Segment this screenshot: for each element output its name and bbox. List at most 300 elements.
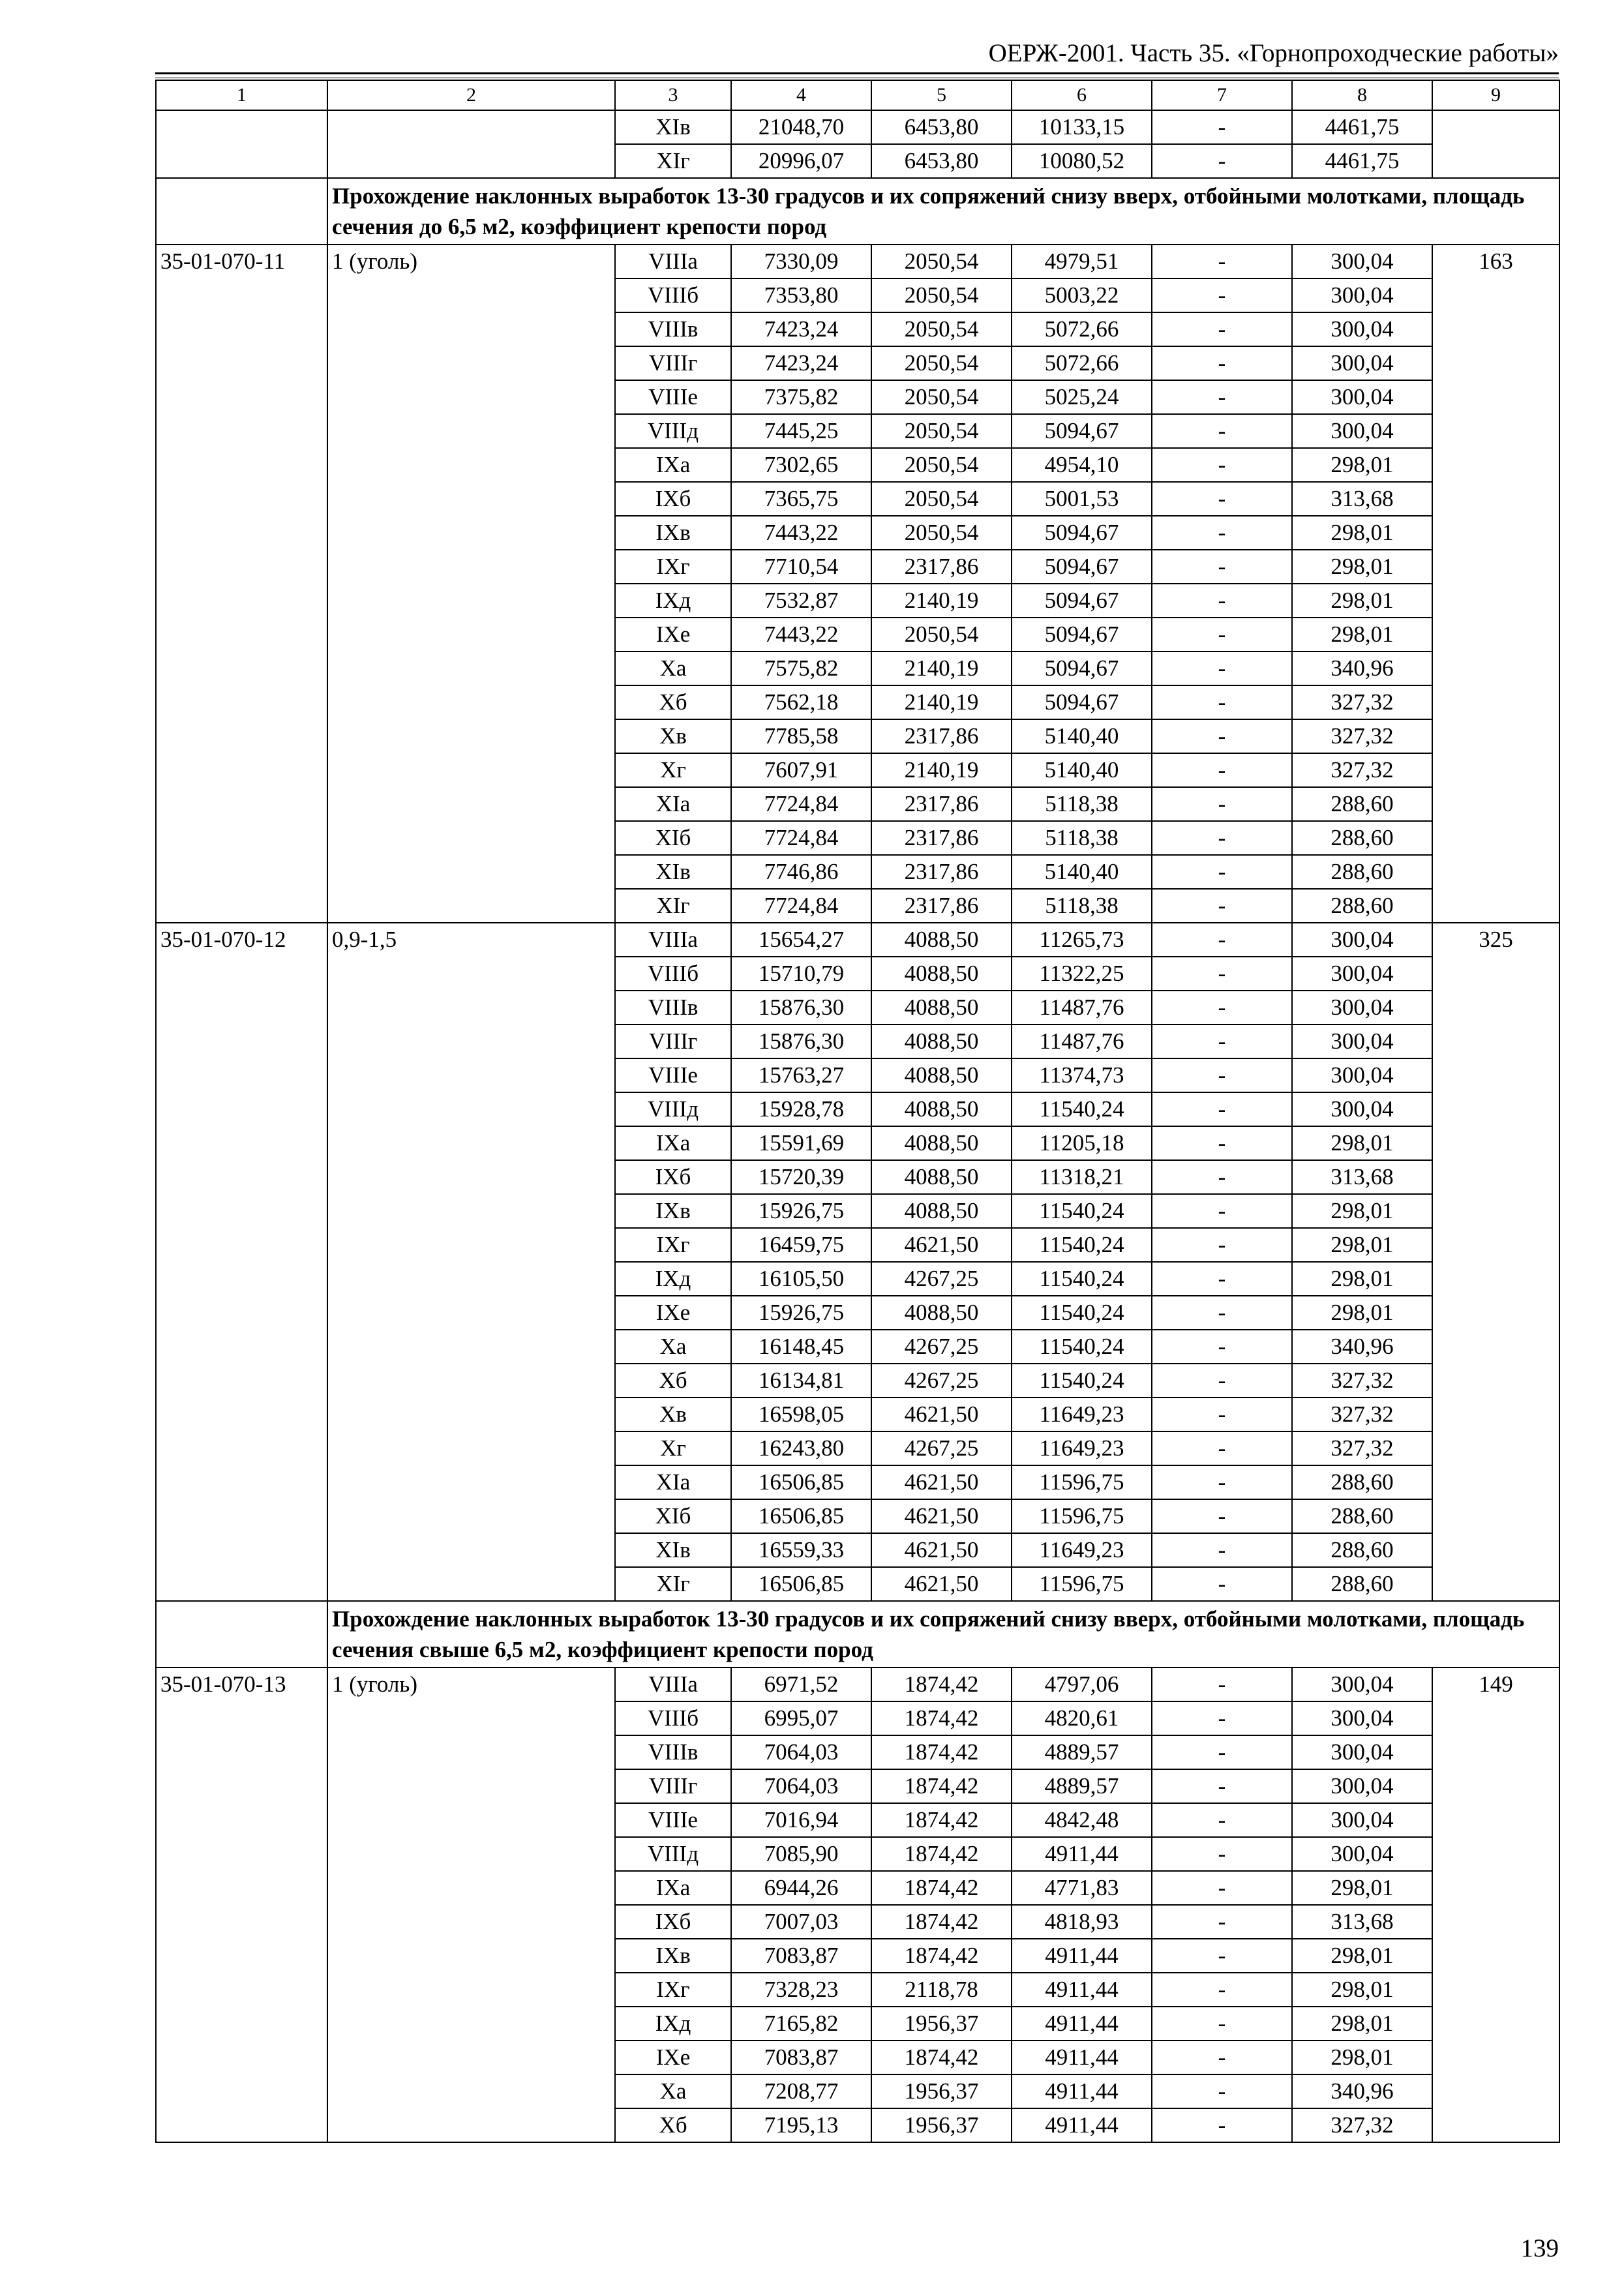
table-cell-col-5: 1874,42 bbox=[871, 1939, 1012, 1973]
rates-table bbox=[155, 80, 1560, 2143]
table-cell-col-4: 16506,85 bbox=[731, 1499, 871, 1533]
table-cell-col-4: 15926,75 bbox=[731, 1194, 871, 1228]
table-cell-col-7: - bbox=[1152, 1499, 1292, 1533]
table-cell-col-5: 2050,54 bbox=[871, 516, 1012, 550]
table-cell-col-4: 7302,65 bbox=[731, 448, 871, 482]
table-cell-col-2 bbox=[327, 110, 615, 178]
table-cell-col-5: 2317,86 bbox=[871, 550, 1012, 584]
table-cell-col-5: 2317,86 bbox=[871, 889, 1012, 923]
table-cell-col-7: - bbox=[1152, 1296, 1292, 1330]
table-cell-col-6: 5072,66 bbox=[1012, 312, 1152, 346]
column-header: 5 bbox=[871, 80, 1012, 110]
table-cell-col-5: 2050,54 bbox=[871, 380, 1012, 414]
table-cell-col-6: 4797,06 bbox=[1012, 1668, 1152, 1701]
table-cell-col-4: 7532,87 bbox=[731, 584, 871, 618]
table-cell-col-8: 298,01 bbox=[1292, 1871, 1432, 1905]
table-cell-col-3: Xг bbox=[615, 1431, 731, 1465]
table-cell-col-6: 11487,76 bbox=[1012, 1025, 1152, 1058]
table-cell-col-7: - bbox=[1152, 1567, 1292, 1601]
table-cell-col-6: 4911,44 bbox=[1012, 1973, 1152, 2007]
table-cell-col-6: 5072,66 bbox=[1012, 346, 1152, 380]
table-row bbox=[156, 245, 1559, 278]
table-cell-col-8: 300,04 bbox=[1292, 1769, 1432, 1803]
table-cell-col-4: 16598,05 bbox=[731, 1398, 871, 1431]
table-cell-col-4: 7375,82 bbox=[731, 380, 871, 414]
table-cell-col-8: 300,04 bbox=[1292, 991, 1432, 1025]
table-cell-col-4: 16243,80 bbox=[731, 1431, 871, 1465]
table-cell-col-4: 15763,27 bbox=[731, 1058, 871, 1092]
table-cell-col-3: Xб bbox=[615, 2108, 731, 2142]
section-heading-row bbox=[156, 178, 1559, 245]
table-cell-col-3: IXе bbox=[615, 618, 731, 651]
table-row bbox=[156, 923, 1559, 957]
table-cell-col-7: - bbox=[1152, 584, 1292, 618]
table-cell-col-8: 327,32 bbox=[1292, 685, 1432, 719]
table-cell-col-3: VIIIа bbox=[615, 1668, 731, 1701]
table-cell-col-6: 4889,57 bbox=[1012, 1735, 1152, 1769]
table-cell-col-5: 1874,42 bbox=[871, 1871, 1012, 1905]
table-cell-col-7: - bbox=[1152, 1330, 1292, 1364]
table-cell-col-8: 288,60 bbox=[1292, 1465, 1432, 1499]
table-cell-col-7: - bbox=[1152, 1126, 1292, 1160]
table-cell-col-7: - bbox=[1152, 1398, 1292, 1431]
table-cell-col-5: 2050,54 bbox=[871, 618, 1012, 651]
table-cell-col-4: 7195,13 bbox=[731, 2108, 871, 2142]
section-heading: Прохождение наклонных выработок 13-30 градусов и их сопряжений снизу вверх, отбойными молотками, площадь сечения до 6,5 м2, коэффициент крепости пород bbox=[327, 178, 1559, 245]
table-cell-col-3: IXе bbox=[615, 2041, 731, 2074]
table-cell-col-3: Xг bbox=[615, 753, 731, 787]
table-cell-col-7: - bbox=[1152, 991, 1292, 1025]
table-cell-col-4: 7165,82 bbox=[731, 2007, 871, 2041]
table-cell-col-4: 15876,30 bbox=[731, 1025, 871, 1058]
table-cell-col-8: 300,04 bbox=[1292, 1025, 1432, 1058]
table-cell-col-7: - bbox=[1152, 1228, 1292, 1262]
table-cell-col-3: XIв bbox=[615, 855, 731, 889]
table-cell-col-7: - bbox=[1152, 1803, 1292, 1837]
table-cell-col-4: 21048,70 bbox=[731, 110, 871, 144]
table-cell-col-3: Xа bbox=[615, 1330, 731, 1364]
column-header: 6 bbox=[1012, 80, 1152, 110]
table-cell-col-9 bbox=[1432, 110, 1559, 178]
table-cell-col-3: IXб bbox=[615, 482, 731, 516]
table-cell-col-7: - bbox=[1152, 1668, 1292, 1701]
table-cell-col-8: 300,04 bbox=[1292, 380, 1432, 414]
table-cell-col-8: 298,01 bbox=[1292, 1973, 1432, 2007]
table-cell-col-7: - bbox=[1152, 1973, 1292, 2007]
table-cell-col-7: - bbox=[1152, 1701, 1292, 1735]
table-cell-col-7: - bbox=[1152, 550, 1292, 584]
table-cell-col-4: 7710,54 bbox=[731, 550, 871, 584]
table-cell-col-6: 4842,48 bbox=[1012, 1803, 1152, 1837]
table-cell-col-3: XIв bbox=[615, 110, 731, 144]
table-cell-col-4: 7562,18 bbox=[731, 685, 871, 719]
table-cell-col-8: 340,96 bbox=[1292, 651, 1432, 685]
table-cell-col-8: 300,04 bbox=[1292, 1058, 1432, 1092]
table-cell-col-3: Xв bbox=[615, 1398, 731, 1431]
table-cell-col-4: 15928,78 bbox=[731, 1092, 871, 1126]
column-header: 9 bbox=[1432, 80, 1559, 110]
table-cell-col-5: 1874,42 bbox=[871, 1735, 1012, 1769]
table-cell-col-8: 288,60 bbox=[1292, 821, 1432, 855]
table-cell-col-5: 4088,50 bbox=[871, 957, 1012, 991]
table-cell-col-4: 16134,81 bbox=[731, 1364, 871, 1398]
table-cell-col-2: 1 (уголь) bbox=[327, 1668, 615, 2142]
table-cell-col-6: 5094,67 bbox=[1012, 685, 1152, 719]
table-cell-col-3: Xб bbox=[615, 685, 731, 719]
table-cell-col-8: 327,32 bbox=[1292, 719, 1432, 753]
table-cell-col-6: 4979,51 bbox=[1012, 245, 1152, 278]
table-cell-col-8: 298,01 bbox=[1292, 448, 1432, 482]
table-cell-col-6: 11596,75 bbox=[1012, 1567, 1152, 1601]
table-cell-col-5: 2317,86 bbox=[871, 787, 1012, 821]
table-cell-col-8: 298,01 bbox=[1292, 1126, 1432, 1160]
table-cell-col-3: IXв bbox=[615, 1939, 731, 1973]
table-cell-col-4: 16506,85 bbox=[731, 1465, 871, 1499]
table-cell-col-5: 4621,50 bbox=[871, 1398, 1012, 1431]
table-cell-col-3: XIг bbox=[615, 889, 731, 923]
table-cell-col-6: 11596,75 bbox=[1012, 1499, 1152, 1533]
table-cell-col-4: 7724,84 bbox=[731, 889, 871, 923]
table-cell-col-8: 288,60 bbox=[1292, 889, 1432, 923]
table-cell-col-4: 7064,03 bbox=[731, 1735, 871, 1769]
table-cell-col-5: 4088,50 bbox=[871, 1194, 1012, 1228]
table-cell-col-3: Xа bbox=[615, 2074, 731, 2108]
table-cell-col-6: 11540,24 bbox=[1012, 1194, 1152, 1228]
table-cell-col-5: 2050,54 bbox=[871, 414, 1012, 448]
page-header: ОЕРЖ-2001. Часть 35. «Горнопроходческие работы» bbox=[988, 39, 1559, 67]
table-cell-col-8: 300,04 bbox=[1292, 1803, 1432, 1837]
table-cell-col-8: 298,01 bbox=[1292, 550, 1432, 584]
table-cell-col-5: 4267,25 bbox=[871, 1330, 1012, 1364]
table-cell-col-4: 7330,09 bbox=[731, 245, 871, 278]
table-cell-col-3: IXа bbox=[615, 1871, 731, 1905]
table-cell-col-5: 4088,50 bbox=[871, 991, 1012, 1025]
table-cell-col-7: - bbox=[1152, 719, 1292, 753]
table-cell-col-7: - bbox=[1152, 380, 1292, 414]
table-cell-col-5: 2317,86 bbox=[871, 821, 1012, 855]
table-cell-col-3: VIIIа bbox=[615, 245, 731, 278]
table-cell-col-4: 7746,86 bbox=[731, 855, 871, 889]
table-cell-col-1: 35-01-070-11 bbox=[156, 245, 327, 923]
table-cell-col-8: 298,01 bbox=[1292, 584, 1432, 618]
table-cell-col-5: 1874,42 bbox=[871, 1803, 1012, 1837]
table-cell-col-5: 4267,25 bbox=[871, 1364, 1012, 1398]
table-cell-col-5: 4267,25 bbox=[871, 1262, 1012, 1296]
table-cell-col-4: 7083,87 bbox=[731, 2041, 871, 2074]
table-row bbox=[156, 110, 1559, 144]
table-cell-col-6: 5094,67 bbox=[1012, 550, 1152, 584]
table-cell-col-6: 11540,24 bbox=[1012, 1228, 1152, 1262]
table-cell-col-6: 5140,40 bbox=[1012, 753, 1152, 787]
table-cell-col-5: 2050,54 bbox=[871, 482, 1012, 516]
table-cell-col-3: IXа bbox=[615, 448, 731, 482]
table-cell-col-4: 16105,50 bbox=[731, 1262, 871, 1296]
table-cell-col-8: 300,04 bbox=[1292, 346, 1432, 380]
table-cell-col-5: 1956,37 bbox=[871, 2108, 1012, 2142]
table-cell-col-8: 298,01 bbox=[1292, 1194, 1432, 1228]
table-cell-col-6: 4911,44 bbox=[1012, 1837, 1152, 1871]
table-cell-col-6: 11540,24 bbox=[1012, 1092, 1152, 1126]
table-cell-col-6: 4911,44 bbox=[1012, 2108, 1152, 2142]
table-cell-col-6: 11322,25 bbox=[1012, 957, 1152, 991]
table-cell-col-6: 11649,23 bbox=[1012, 1431, 1152, 1465]
table-body bbox=[156, 80, 1559, 2142]
table-cell-col-8: 298,01 bbox=[1292, 516, 1432, 550]
table-cell-col-4: 7443,22 bbox=[731, 516, 871, 550]
table-cell-col-6: 5094,67 bbox=[1012, 651, 1152, 685]
table-cell-col-4: 15876,30 bbox=[731, 991, 871, 1025]
table-cell-col-7: - bbox=[1152, 110, 1292, 144]
table-cell-col-7: - bbox=[1152, 1837, 1292, 1871]
table-cell-col-3: VIIIг bbox=[615, 1769, 731, 1803]
table-cell-col-8: 298,01 bbox=[1292, 2041, 1432, 2074]
table-cell-col-5: 1956,37 bbox=[871, 2007, 1012, 2041]
table-cell-col-4: 7785,58 bbox=[731, 719, 871, 753]
table-cell-col-8: 300,04 bbox=[1292, 278, 1432, 312]
section-heading-row bbox=[156, 1601, 1559, 1668]
table-cell-col-4: 7443,22 bbox=[731, 618, 871, 651]
table-cell-col-5: 2140,19 bbox=[871, 685, 1012, 719]
column-header: 4 bbox=[731, 80, 871, 110]
table-cell-col-5: 4267,25 bbox=[871, 1431, 1012, 1465]
table-cell-col-7: - bbox=[1152, 1465, 1292, 1499]
table-cell-col-8: 288,60 bbox=[1292, 855, 1432, 889]
table-cell-col-5: 2050,54 bbox=[871, 346, 1012, 380]
section-heading: Прохождение наклонных выработок 13-30 градусов и их сопряжений снизу вверх, отбойными молотками, площадь сечения свыше 6,5 м2, коэффициент крепости пород bbox=[327, 1601, 1559, 1668]
table-cell-col-8: 300,04 bbox=[1292, 957, 1432, 991]
table-cell-col-8: 298,01 bbox=[1292, 1262, 1432, 1296]
table-cell-col-8: 298,01 bbox=[1292, 1228, 1432, 1262]
table-cell-col-6: 4820,61 bbox=[1012, 1701, 1152, 1735]
table-cell-col-4: 7007,03 bbox=[731, 1905, 871, 1939]
table-cell-col-5: 4088,50 bbox=[871, 1126, 1012, 1160]
table-cell-col-3: VIIIе bbox=[615, 380, 731, 414]
table-cell-col-3: IXа bbox=[615, 1126, 731, 1160]
table-cell-col-8: 300,04 bbox=[1292, 923, 1432, 957]
table-cell-col-3: VIIIв bbox=[615, 1735, 731, 1769]
table-cell-col-7: - bbox=[1152, 2007, 1292, 2041]
table-cell-col-4: 15710,79 bbox=[731, 957, 871, 991]
table-cell-col-4: 7724,84 bbox=[731, 787, 871, 821]
table-cell-col-7: - bbox=[1152, 516, 1292, 550]
table-cell-col-5: 4088,50 bbox=[871, 1058, 1012, 1092]
table-cell-col-9: 163 bbox=[1432, 245, 1559, 923]
table-cell-col-5: 1874,42 bbox=[871, 2041, 1012, 2074]
table-cell-col-7: - bbox=[1152, 144, 1292, 178]
table-cell-col-5: 4088,50 bbox=[871, 1296, 1012, 1330]
table-cell-col-8: 300,04 bbox=[1292, 1701, 1432, 1735]
table-cell-col-4: 7064,03 bbox=[731, 1769, 871, 1803]
table-cell-col-7: - bbox=[1152, 651, 1292, 685]
page-number: 139 bbox=[1520, 2234, 1559, 2262]
column-header: 1 bbox=[156, 80, 327, 110]
table-cell-col-7: - bbox=[1152, 1092, 1292, 1126]
table-cell-col-8: 298,01 bbox=[1292, 2007, 1432, 2041]
table-cell-col-4: 7208,77 bbox=[731, 2074, 871, 2108]
table-cell-col-3: IXб bbox=[615, 1160, 731, 1194]
table-cell-col-5: 4088,50 bbox=[871, 923, 1012, 957]
table-cell-col-3: VIIIб bbox=[615, 957, 731, 991]
table-cell-col-7: - bbox=[1152, 245, 1292, 278]
table-cell-col-4: 16559,33 bbox=[731, 1533, 871, 1567]
table-cell-col-6: 4771,83 bbox=[1012, 1871, 1152, 1905]
table-cell-col-7: - bbox=[1152, 2074, 1292, 2108]
table-cell-col-8: 298,01 bbox=[1292, 618, 1432, 651]
table-cell-col-6: 5094,67 bbox=[1012, 414, 1152, 448]
table-cell-col-4: 15591,69 bbox=[731, 1126, 871, 1160]
table-cell-col-3: VIIIв bbox=[615, 991, 731, 1025]
table-cell-col-3: XIб bbox=[615, 821, 731, 855]
table-cell-col-6: 5118,38 bbox=[1012, 889, 1152, 923]
table-cell-col-6: 11265,73 bbox=[1012, 923, 1152, 957]
table-cell-col-7: - bbox=[1152, 346, 1292, 380]
table-cell-col-8: 288,60 bbox=[1292, 1567, 1432, 1601]
section-blank-cell bbox=[156, 1601, 327, 1668]
table-cell-col-7: - bbox=[1152, 1364, 1292, 1398]
table-cell-col-5: 1874,42 bbox=[871, 1905, 1012, 1939]
column-header: 8 bbox=[1292, 80, 1432, 110]
table-cell-col-3: Xв bbox=[615, 719, 731, 753]
table-cell-col-7: - bbox=[1152, 1533, 1292, 1567]
table-cell-col-5: 2140,19 bbox=[871, 753, 1012, 787]
table-cell-col-4: 6995,07 bbox=[731, 1701, 871, 1735]
table-cell-col-8: 300,04 bbox=[1292, 414, 1432, 448]
table-cell-col-7: - bbox=[1152, 753, 1292, 787]
table-cell-col-7: - bbox=[1152, 278, 1292, 312]
table-cell-col-9: 325 bbox=[1432, 923, 1559, 1601]
table-cell-col-7: - bbox=[1152, 1735, 1292, 1769]
table-cell-col-8: 313,68 bbox=[1292, 482, 1432, 516]
table-cell-col-4: 7083,87 bbox=[731, 1939, 871, 1973]
table-cell-col-4: 7085,90 bbox=[731, 1837, 871, 1871]
table-cell-col-5: 4088,50 bbox=[871, 1160, 1012, 1194]
section-blank-cell bbox=[156, 178, 327, 245]
table-cell-col-7: - bbox=[1152, 2108, 1292, 2142]
table-cell-col-6: 11540,24 bbox=[1012, 1262, 1152, 1296]
table-cell-col-9: 149 bbox=[1432, 1668, 1559, 2142]
table-cell-col-5: 4621,50 bbox=[871, 1465, 1012, 1499]
table-cell-col-7: - bbox=[1152, 889, 1292, 923]
table-cell-col-6: 4818,93 bbox=[1012, 1905, 1152, 1939]
table-cell-col-7: - bbox=[1152, 448, 1292, 482]
table-cell-col-7: - bbox=[1152, 1769, 1292, 1803]
table-cell-col-6: 5094,67 bbox=[1012, 618, 1152, 651]
table-cell-col-8: 288,60 bbox=[1292, 1499, 1432, 1533]
table-cell-col-6: 4911,44 bbox=[1012, 2074, 1152, 2108]
table-cell-col-3: Xа bbox=[615, 651, 731, 685]
column-header: 3 bbox=[615, 80, 731, 110]
table-cell-col-3: XIв bbox=[615, 1533, 731, 1567]
table-cell-col-3: VIIIб bbox=[615, 1701, 731, 1735]
table-cell-col-7: - bbox=[1152, 414, 1292, 448]
table-cell-col-3: Xб bbox=[615, 1364, 731, 1398]
table-cell-col-4: 7328,23 bbox=[731, 1973, 871, 2007]
table-cell-col-7: - bbox=[1152, 787, 1292, 821]
table-cell-col-4: 6944,26 bbox=[731, 1871, 871, 1905]
table-cell-col-3: VIIIе bbox=[615, 1058, 731, 1092]
table-cell-col-4: 15720,39 bbox=[731, 1160, 871, 1194]
table-cell-col-4: 7423,24 bbox=[731, 312, 871, 346]
table-cell-col-2: 0,9-1,5 bbox=[327, 923, 615, 1601]
table-cell-col-3: VIIIг bbox=[615, 346, 731, 380]
table-cell-col-7: - bbox=[1152, 685, 1292, 719]
table-cell-col-6: 5094,67 bbox=[1012, 516, 1152, 550]
table-cell-col-6: 11540,24 bbox=[1012, 1364, 1152, 1398]
table-cell-col-3: IXб bbox=[615, 1905, 731, 1939]
table-cell-col-5: 1874,42 bbox=[871, 1769, 1012, 1803]
table-cell-col-4: 15654,27 bbox=[731, 923, 871, 957]
table-cell-col-7: - bbox=[1152, 821, 1292, 855]
table-cell-col-5: 1874,42 bbox=[871, 1668, 1012, 1701]
table-cell-col-7: - bbox=[1152, 1058, 1292, 1092]
table-cell-col-5: 2140,19 bbox=[871, 651, 1012, 685]
table-cell-col-7: - bbox=[1152, 312, 1292, 346]
table-cell-col-4: 7423,24 bbox=[731, 346, 871, 380]
table-cell-col-5: 4088,50 bbox=[871, 1092, 1012, 1126]
table-cell-col-7: - bbox=[1152, 1194, 1292, 1228]
table-cell-col-3: IXв bbox=[615, 1194, 731, 1228]
table-cell-col-5: 4621,50 bbox=[871, 1533, 1012, 1567]
table-cell-col-3: IXе bbox=[615, 1296, 731, 1330]
table-cell-col-3: VIIIд bbox=[615, 414, 731, 448]
table-cell-col-8: 327,32 bbox=[1292, 2108, 1432, 2142]
table-cell-col-4: 15926,75 bbox=[731, 1296, 871, 1330]
table-cell-col-6: 5118,38 bbox=[1012, 821, 1152, 855]
table-cell-col-5: 1874,42 bbox=[871, 1837, 1012, 1871]
column-header: 2 bbox=[327, 80, 615, 110]
table-cell-col-4: 7365,75 bbox=[731, 482, 871, 516]
table-cell-col-8: 327,32 bbox=[1292, 1364, 1432, 1398]
table-cell-col-6: 11205,18 bbox=[1012, 1126, 1152, 1160]
table-cell-col-8: 327,32 bbox=[1292, 753, 1432, 787]
table-cell-col-5: 4621,50 bbox=[871, 1567, 1012, 1601]
table-cell-col-8: 300,04 bbox=[1292, 312, 1432, 346]
table-cell-col-8: 300,04 bbox=[1292, 1735, 1432, 1769]
table-cell-col-6: 11318,21 bbox=[1012, 1160, 1152, 1194]
table-cell-col-6: 11487,76 bbox=[1012, 991, 1152, 1025]
table-cell-col-5: 6453,80 bbox=[871, 110, 1012, 144]
table-cell-col-6: 5001,53 bbox=[1012, 482, 1152, 516]
table-cell-col-8: 300,04 bbox=[1292, 245, 1432, 278]
table-cell-col-3: IXв bbox=[615, 516, 731, 550]
table-cell-col-5: 2050,54 bbox=[871, 312, 1012, 346]
table-cell-col-7: - bbox=[1152, 1262, 1292, 1296]
table-cell-col-6: 5118,38 bbox=[1012, 787, 1152, 821]
table-cell-col-6: 5025,24 bbox=[1012, 380, 1152, 414]
table-cell-col-3: VIIIб bbox=[615, 278, 731, 312]
table-cell-col-6: 4889,57 bbox=[1012, 1769, 1152, 1803]
table-cell-col-6: 11649,23 bbox=[1012, 1398, 1152, 1431]
table-cell-col-4: 6971,52 bbox=[731, 1668, 871, 1701]
table-cell-col-3: VIIIг bbox=[615, 1025, 731, 1058]
table-cell-col-3: IXд bbox=[615, 1262, 731, 1296]
table-cell-col-2: 1 (уголь) bbox=[327, 245, 615, 923]
table-cell-col-6: 4911,44 bbox=[1012, 2007, 1152, 2041]
table-cell-col-3: IXг bbox=[615, 550, 731, 584]
table-cell-col-8: 4461,75 bbox=[1292, 144, 1432, 178]
table-cell-col-5: 2317,86 bbox=[871, 855, 1012, 889]
table-cell-col-4: 16148,45 bbox=[731, 1330, 871, 1364]
table-cell-col-6: 4911,44 bbox=[1012, 1939, 1152, 1973]
table-cell-col-3: VIIIа bbox=[615, 923, 731, 957]
table-cell-col-7: - bbox=[1152, 1905, 1292, 1939]
table-cell-col-5: 4088,50 bbox=[871, 1025, 1012, 1058]
table-cell-col-6: 5140,40 bbox=[1012, 719, 1152, 753]
table-cell-col-4: 7016,94 bbox=[731, 1803, 871, 1837]
header-rule-thick bbox=[155, 72, 1559, 74]
table-cell-col-4: 16506,85 bbox=[731, 1567, 871, 1601]
table-cell-col-6: 11374,73 bbox=[1012, 1058, 1152, 1092]
